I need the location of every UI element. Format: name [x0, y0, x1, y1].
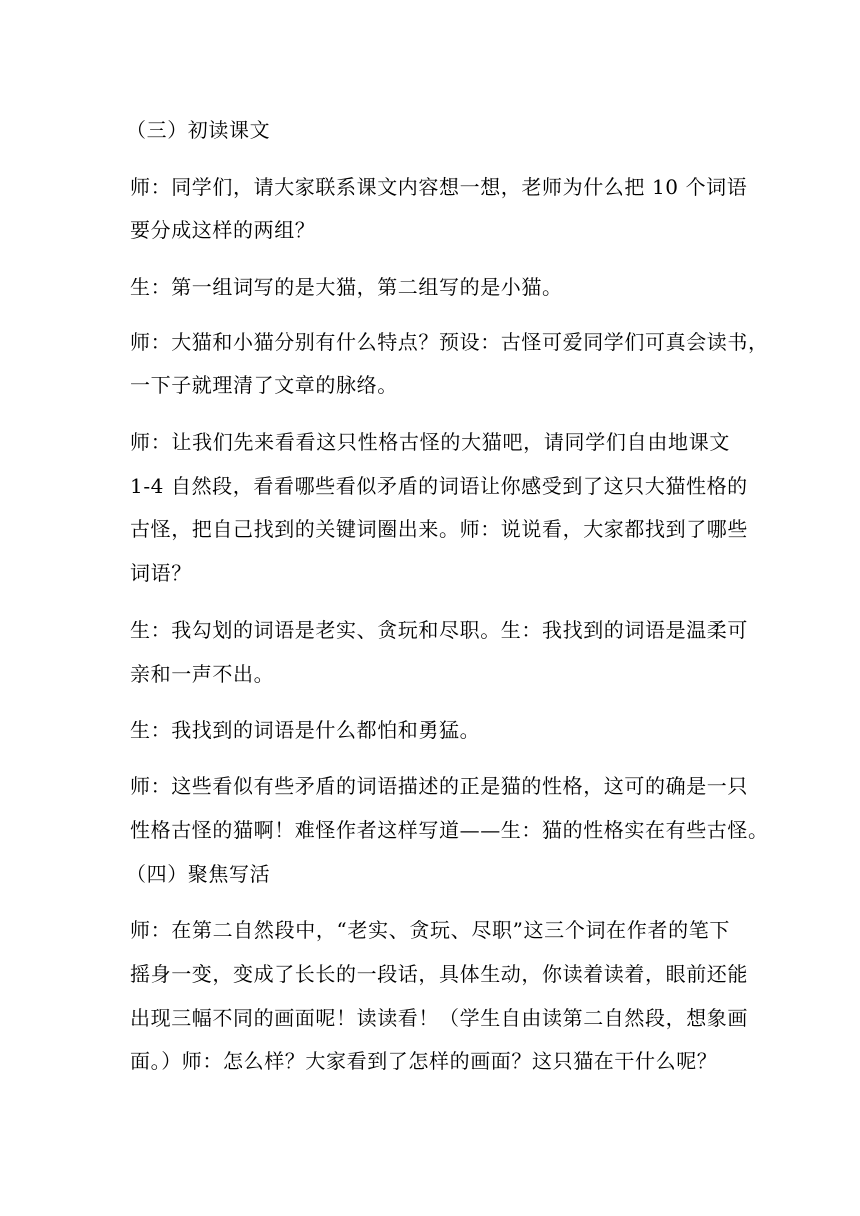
- paragraph-line: 生：我勾划的词语是老实、贪玩和尽职。生：我找到的词语是温柔可: [130, 618, 748, 642]
- paragraph-line: 出现三幅不同的画面呢！读读看！（学生自由读第二自然段，想象画: [130, 1006, 748, 1030]
- paragraph-line: 师：这些看似有些矛盾的词语描述的正是猫的性格，这可的确是一只: [130, 774, 748, 798]
- paragraph-line: 生：我找到的词语是什么都怕和勇猛。: [130, 718, 481, 742]
- paragraph-line: 要分成这样的两组？: [130, 218, 316, 242]
- paragraph-line: 面。）师：怎么样？大家看到了怎样的画面？这只猫在干什么呢？: [130, 1049, 718, 1073]
- paragraph-line: 师：让我们先来看看这只性格古怪的大猫吧，请同学们自由地课文: [130, 430, 730, 454]
- paragraph-line: 亲和一声不出。: [130, 662, 275, 686]
- paragraph-line: 古怪，把自己找到的关键词圈出来。师：说说看，大家都找到了哪些: [130, 517, 748, 541]
- paragraph-line: 一下子就理清了文章的脉络。: [130, 373, 398, 397]
- section-heading-4: （四）聚焦写活: [126, 862, 271, 886]
- paragraph-line: 性格古怪的猫啊！难怪作者这样写道——生：猫的性格实在有些古怪。: [130, 818, 769, 842]
- section-heading-3: （三）初读课文: [126, 118, 271, 142]
- paragraph-line: 师：在第二自然段中，“老实、贪玩、尽职”这三个词在作者的笔下: [130, 918, 730, 942]
- paragraph-line: 师：大猫和小猫分别有什么特点？预设：古怪可爱同学们可真会读书，: [130, 330, 769, 354]
- paragraph-line: 词语？: [130, 561, 192, 585]
- paragraph-line: 师：同学们，请大家联系课文内容想一想，老师为什么把 10 个词语: [130, 175, 748, 199]
- paragraph-line: 1-4 自然段，看看哪些看似矛盾的词语让你感受到了这只大猫性格的: [130, 474, 748, 498]
- paragraph-line: 摇身一变，变成了长长的一段话，具体生动，你读着读着，眼前还能: [130, 962, 748, 986]
- paragraph-line: 生：第一组词写的是大猫，第二组写的是小猫。: [130, 275, 563, 299]
